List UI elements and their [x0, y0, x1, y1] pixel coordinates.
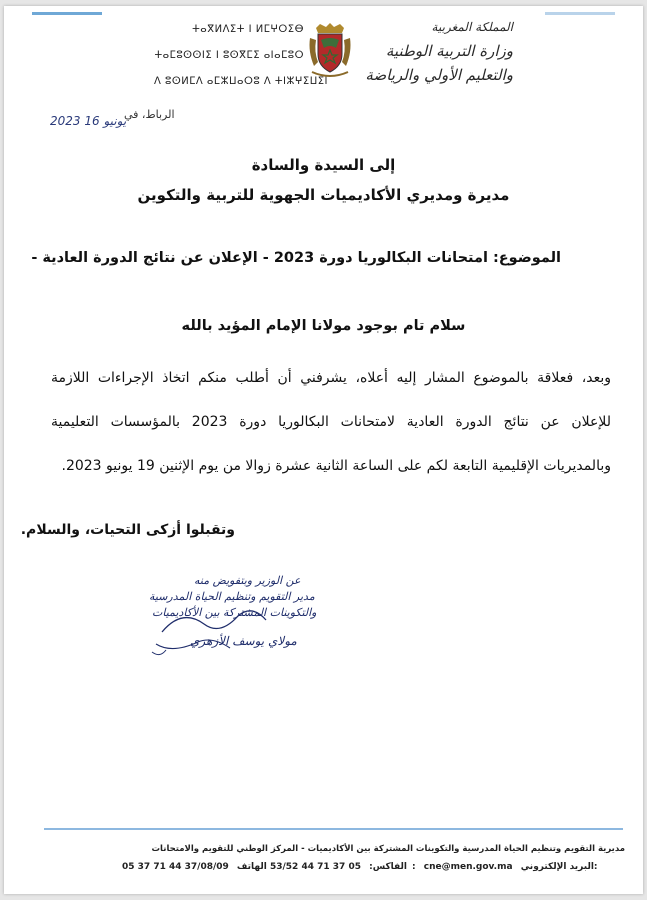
ministry-name-line-1: وزارة التربية الوطنية [385, 42, 513, 60]
recipient-line-2: مديرة ومديري الأكاديميات الجهوية للتربية والتكوين [137, 186, 510, 204]
tifinagh-header-line-3: ⴷ ⵓⵙⵍⵎⴷ ⴰⵎⵣⵡⴰⵔⵓ ⴷ ⵜⵏⵣⵖⵉⵡⵉⵏ [154, 76, 329, 87]
footer-address: مديرية التقويم وتنظيم الحياة المدرسية والتكوينات المشتركة بين الأكاديميات - المركز الوطني للتقويم والامتحانات [151, 844, 625, 854]
header-rule-left [32, 12, 102, 15]
tifinagh-header-line-2: ⵜⴰⵎⵓⵙⵙⵏⵉ ⵏ ⵓⵙⴳⵎⵉ ⴰⵏⴰⵎⵓⵔ [154, 50, 304, 61]
greeting-line: سلام تام بوجود مولانا الإمام المؤيد بالله [181, 318, 466, 334]
subject-line: الموضوع: امتحانات البكالوريا دورة 2023 - الإعلان عن نتائج الدورة العادية - [31, 250, 561, 266]
footer-email-label: البريد الإلكتروني: [520, 862, 598, 872]
letter-page [4, 6, 643, 894]
tifinagh-header-line-1: ⵜⴰⴳⵍⴷⵉⵜ ⵏ ⵍⵎⵖⵔⵉⴱ [192, 24, 304, 35]
body-line-1: وبعد، فعلاقة بالموضوع المشار إليه أعلاه، يشرفني أن أطلب منكم اتخاذ الإجراءات اللازمة [51, 370, 611, 386]
footer-fax-label: الفاكس: [369, 862, 408, 872]
signature-delegation: عن الوزير وبتفويض منه [194, 574, 301, 587]
signature-title-line-2: والتكوينات المشتركة بين الأكاديميات [152, 606, 317, 619]
footer-email: cne@men.gov.ma [423, 862, 513, 872]
signature-title-line-1: مدير التقويم وتنظيم الحياة المدرسية [149, 590, 315, 603]
footer-rule [44, 828, 623, 830]
handwritten-signature [142, 602, 292, 662]
footer-contact [122, 862, 603, 872]
recipient-line-1: إلى السيدة والسادة [251, 156, 396, 174]
ministry-name-line-2: والتعليم الأولي والرياضة [365, 66, 513, 84]
footer-phone: 05 37 71 44 53/52 [269, 862, 361, 872]
closing-line: وتقبلوا أزكى التحيات، والسلام. [20, 522, 235, 538]
kingdom-name: المملكة المغربية [431, 20, 513, 34]
body-line-2: للإعلان عن نتائج الدورة العادية لامتحانات البكالوريا دورة 2023 بالمؤسسات التعليمية [51, 414, 612, 430]
dateline-place: الرباط، في [124, 108, 175, 121]
handwritten-date: 2023 يونيو 16 [50, 114, 127, 128]
header-rule-right [545, 12, 615, 15]
body-line-3: وبالمديريات الإقليمية التابعة لكم على الساعة الثانية عشرة زوالا من يوم الإثنين 19 يونيو 2023. [61, 458, 611, 474]
footer-fax: 05 37 71 44 37/08/09 [122, 862, 229, 872]
footer-phone-label: الهاتف: [236, 862, 416, 872]
signature-name: مولاي يوسف الأزهري [190, 634, 297, 648]
